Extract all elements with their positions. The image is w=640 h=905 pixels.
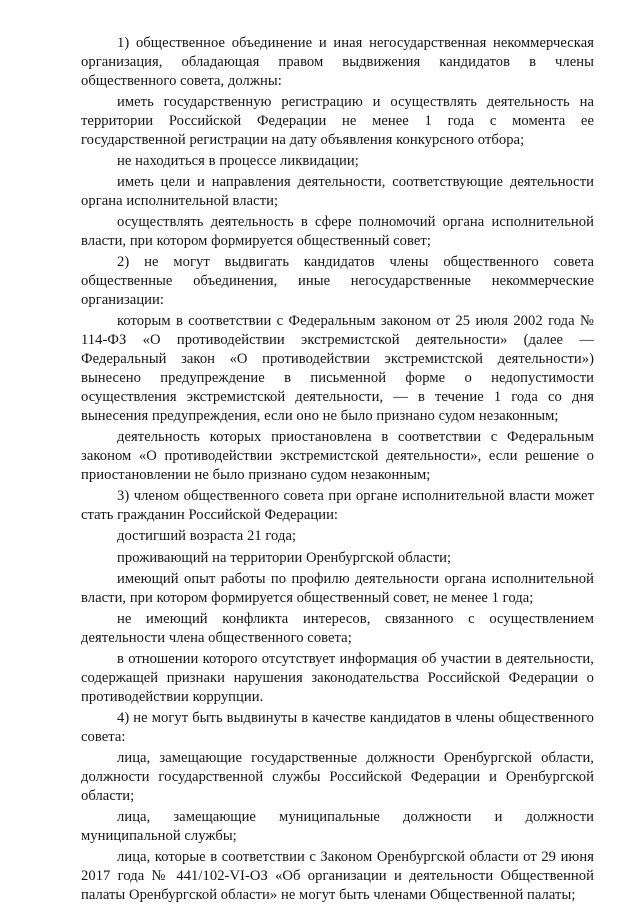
paragraph-state-registration: иметь государственную регистрацию и осуществлять деятельность на территории Российской Федерации не менее 1 года с момента ее государственной регистрации на дату объявления конкурсного отбора;	[81, 94, 594, 148]
paragraph-state-positions: лица, замещающие государственные должности Оренбургской области, должности государственной службы Российской Федерации и Оренбургской области;	[81, 750, 594, 804]
paragraph-activity-suspended: деятельность которых приостановлена в соответствии с Федеральным законом «О противодействии экстремистской деятельности», если решение о приостановлении не было признано судом незаконным;	[81, 429, 594, 484]
paragraph-4-cannot-be-nominated-intro: 4) не могут быть выдвинуты в качестве кандидатов в члены общественного совета:	[81, 709, 594, 745]
paragraph-public-chamber-restriction: лица, которые в соответствии с Законом Оренбургской области от 29 июня 2017 года № 441/102-VI-ОЗ «Об организации и деятельности Общественной палаты Оренбургской области» не могут быть членами Общественной палаты;	[81, 849, 594, 904]
paragraph-not-in-liquidation: не находиться в процессе ликвидации;	[117, 153, 359, 170]
paragraph-municipal-positions: лица, замещающие муниципальные должности и должности муниципальной службы;	[81, 809, 594, 844]
paragraph-activity-scope: осуществлять деятельность в сфере полномочий органа исполнительной власти, при котором формируется общественный совет;	[81, 214, 594, 250]
paragraph-extremism-warning: которым в соответствии с Федеральным законом от 25 июля 2002 года № 114-ФЗ «О противодействии экстремистской деятельности» (далее — Федеральный закон «О противодействии экстремистской деятельности») вынесено предупреждение в письменной форме о недопустимости осуществления экстремистской деятельности, — в течение 1 года со дня вынесения предупреждения, если оно не было признано судом незаконным;	[81, 313, 594, 424]
paragraph-1-nko-requirements-intro: 1) общественное объединение и иная негосударственная некоммерческая организация, обладающая правом выдвижения кандидатов в члены общественного совета, должны:	[81, 35, 594, 89]
paragraph-residence-requirement: проживающий на территории Оренбургской области;	[117, 549, 452, 566]
paragraph-work-experience: имеющий опыт работы по профилю деятельности органа исполнительной власти, при котором формируется общественный совет, не менее 1 года;	[81, 570, 594, 606]
paragraph-2-cannot-nominate-intro: 2) не могут выдвигать кандидатов члены общественного совета общественные объединения, иные негосударственные некоммерческие организации:	[81, 254, 594, 309]
paragraph-anti-corruption: в отношении которого отсутствует информация об участии в деятельности, содержащей признаки нарушения законодательства Российской Федерации о противодействии коррупции.	[81, 650, 594, 705]
paragraph-goals-and-directions: иметь цели и направления деятельности, соответствующие деятельности органа исполнительной власти;	[81, 174, 594, 210]
paragraph-age-requirement: достигший возраста 21 года;	[117, 528, 297, 545]
paragraph-3-member-eligibility-intro: 3) членом общественного совета при органе исполнительной власти может стать гражданин Российской Федерации:	[81, 488, 594, 524]
paragraph-no-conflict-of-interest: не имеющий конфликта интересов, связанного с осуществлением деятельности члена общественного совета;	[81, 610, 594, 646]
